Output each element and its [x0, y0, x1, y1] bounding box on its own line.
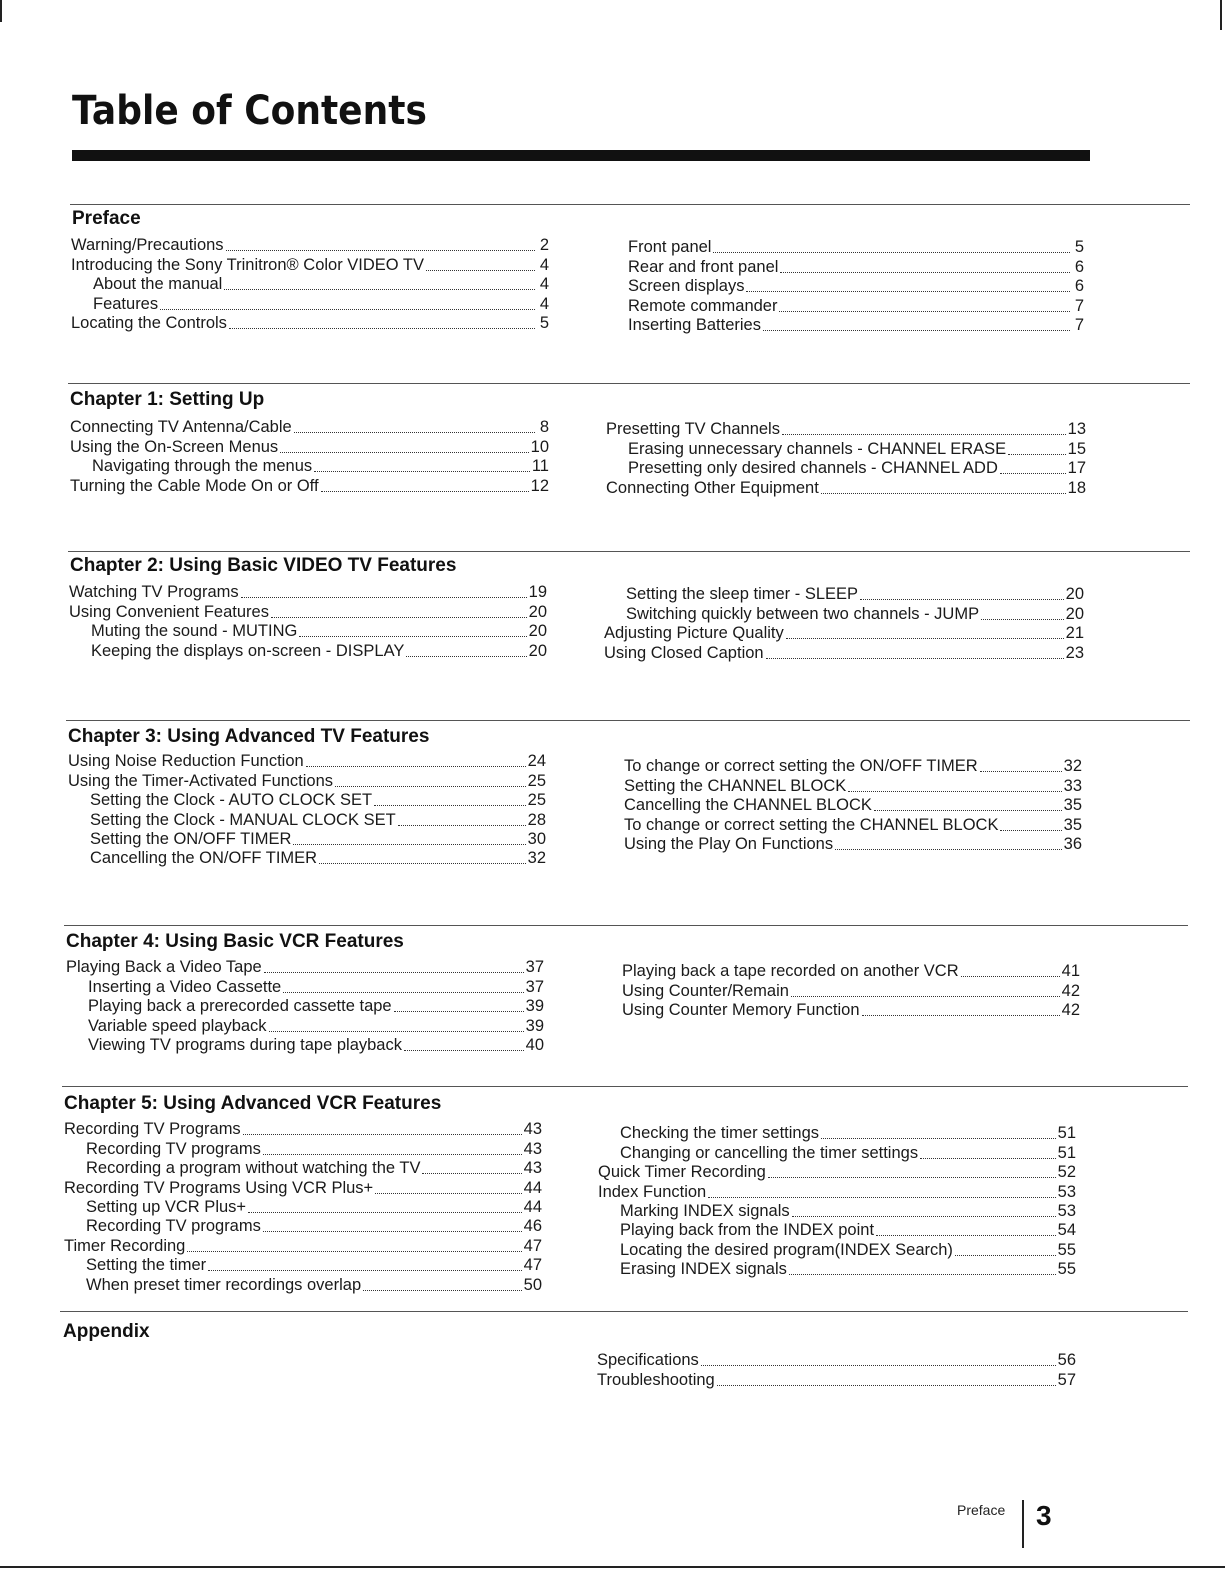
toc-entry-page: 50	[523, 1275, 542, 1294]
toc-entry	[628, 257, 1084, 276]
toc-entry	[68, 830, 546, 849]
dot-leader	[746, 291, 1070, 292]
dot-leader	[821, 493, 1066, 494]
toc-entry	[70, 437, 549, 456]
dot-leader	[271, 617, 527, 618]
toc-entry-title: Connecting TV Antenna/Cable	[70, 418, 292, 437]
toc-entry-title: Cancelling the ON/OFF TIMER	[90, 849, 318, 868]
toc-entry	[624, 796, 1082, 815]
toc-entry	[70, 476, 549, 495]
toc-entry-page: 13	[1067, 420, 1086, 439]
toc-entry-title: When preset timer recordings overlap	[86, 1275, 362, 1294]
section-heading: Chapter 3: Using Advanced TV Features	[68, 726, 430, 747]
section-heading: Chapter 1: Setting Up	[70, 389, 265, 410]
toc-entry-page: 24	[527, 752, 546, 771]
toc-entry-page: 53	[1057, 1201, 1076, 1220]
toc-entry	[622, 981, 1080, 1000]
toc-entry-page: 42	[1061, 1001, 1080, 1020]
toc-entry-page: 25	[527, 791, 546, 810]
toc-entry-title: Variable speed playback	[88, 1016, 267, 1035]
toc-entry-page: 7	[1074, 315, 1084, 334]
toc-entry	[624, 815, 1082, 834]
dot-leader	[422, 1173, 521, 1174]
toc-entry	[70, 457, 549, 476]
toc-entry-title: Using Closed Caption	[604, 643, 764, 662]
dot-leader	[160, 309, 535, 310]
toc-entry-page: 39	[525, 1016, 544, 1035]
toc-entry-title: Screen displays	[628, 277, 745, 296]
toc-entry-title: Setting the sleep timer - SLEEP	[626, 585, 859, 604]
toc-column-right	[628, 238, 1084, 335]
toc-entry-page: 19	[528, 583, 547, 602]
toc-entry	[597, 1370, 1076, 1389]
toc-entry-page: 57	[1057, 1370, 1076, 1389]
toc-entry-page: 35	[1063, 815, 1082, 834]
toc-entry-title: Turning the Cable Mode On or Off	[70, 476, 319, 495]
toc-entry-title: Troubleshooting	[597, 1370, 715, 1389]
dot-leader	[955, 1255, 1056, 1256]
dot-leader	[363, 1290, 522, 1291]
dot-leader	[426, 270, 535, 271]
section-rule	[68, 551, 1190, 552]
dot-leader	[708, 1197, 1055, 1198]
toc-entry-page: 52	[1057, 1163, 1076, 1182]
dot-leader	[248, 1212, 522, 1213]
toc-entry-page: 37	[525, 958, 544, 977]
toc-entry-page: 6	[1074, 257, 1084, 276]
toc-entry-page: 56	[1057, 1351, 1076, 1370]
toc-entry	[71, 314, 549, 333]
toc-entry	[604, 585, 1084, 604]
toc-column-right	[597, 1351, 1076, 1390]
toc-entry-title: Setting the timer	[86, 1256, 207, 1275]
dot-leader	[981, 619, 1064, 620]
toc-entry-title: Connecting Other Equipment	[606, 478, 819, 497]
dot-leader	[280, 452, 528, 453]
toc-entry	[606, 459, 1086, 478]
dot-leader	[314, 471, 530, 472]
toc-entry-page: 43	[523, 1120, 542, 1139]
dot-leader	[789, 1274, 1056, 1275]
toc-column-right	[624, 757, 1082, 854]
section-heading: Preface	[72, 208, 141, 229]
toc-entry	[71, 236, 549, 255]
toc-entry	[597, 1351, 1076, 1370]
toc-entry-page: 43	[523, 1139, 542, 1158]
toc-column-left	[68, 752, 546, 868]
toc-entry-page: 5	[1074, 238, 1084, 257]
toc-entry	[628, 238, 1084, 257]
toc-column-right	[606, 420, 1086, 498]
dot-leader	[860, 599, 1064, 600]
toc-column-left	[71, 236, 549, 333]
toc-entry-title: Keeping the displays on-screen - DISPLAY	[91, 641, 405, 660]
toc-entry	[70, 418, 549, 437]
dot-leader	[264, 972, 524, 973]
toc-entry-page: 20	[528, 641, 547, 660]
scan-edge-bottom	[0, 1566, 1225, 1568]
toc-column-left	[69, 583, 547, 661]
toc-entry-title: Setting the ON/OFF TIMER	[90, 829, 292, 848]
toc-entry	[68, 791, 546, 810]
toc-entry-title: Checking the timer settings	[620, 1124, 820, 1143]
dot-leader	[224, 289, 535, 290]
toc-entry-page: 20	[1065, 585, 1084, 604]
toc-entry-title: Erasing INDEX signals	[620, 1260, 787, 1279]
dot-leader	[398, 825, 526, 826]
toc-entry-page: 39	[525, 997, 544, 1016]
toc-entry-title: Using the Timer-Activated Functions	[68, 771, 334, 790]
toc-entry-page: 2	[539, 236, 549, 255]
dot-leader	[1000, 830, 1061, 831]
dot-leader	[321, 491, 529, 492]
toc-entry-page: 12	[530, 476, 549, 495]
toc-entry-title: Using Counter Memory Function	[622, 1001, 860, 1020]
toc-entry	[624, 776, 1082, 795]
toc-entry-title: Using Counter/Remain	[622, 981, 789, 1000]
toc-entry-page: 15	[1067, 439, 1086, 458]
toc-entry-title: Inserting a Video Cassette	[88, 977, 282, 996]
section-rule	[62, 1086, 1188, 1087]
toc-entry	[64, 1275, 542, 1294]
toc-entry-title: Switching quickly between two channels - JUMP	[626, 604, 980, 623]
toc-entry-page: 43	[523, 1159, 542, 1178]
toc-entry	[64, 1217, 542, 1236]
dot-leader	[821, 1138, 1056, 1139]
dot-leader	[263, 1154, 522, 1155]
toc-entry	[64, 1256, 542, 1275]
toc-entry	[71, 275, 549, 294]
toc-entry-page: 8	[539, 418, 549, 437]
dot-leader	[782, 434, 1066, 435]
section-rule	[66, 720, 1190, 721]
title-rule	[72, 150, 1090, 161]
toc-entry	[68, 752, 546, 771]
dot-leader	[226, 250, 535, 251]
toc-entry	[64, 1159, 542, 1178]
toc-entry-title: To change or correct setting the ON/OFF TIMER	[624, 757, 978, 776]
dot-leader	[779, 311, 1070, 312]
scan-edge-left	[0, 0, 2, 22]
toc-entry	[598, 1240, 1076, 1259]
dot-leader	[791, 996, 1060, 997]
toc-entry-page: 53	[1057, 1182, 1076, 1201]
toc-entry-page: 20	[528, 602, 547, 621]
toc-entry-page: 44	[523, 1197, 542, 1216]
toc-entry-title: Playing Back a Video Tape	[66, 958, 262, 977]
toc-entry-page: 47	[523, 1236, 542, 1255]
dot-leader	[874, 810, 1062, 811]
toc-column-left	[70, 418, 549, 496]
dot-leader	[768, 1177, 1056, 1178]
toc-column-left	[66, 958, 544, 1055]
toc-entry-title: Changing or cancelling the timer settings	[620, 1143, 919, 1162]
dot-leader	[961, 976, 1060, 977]
toc-entry	[66, 997, 544, 1016]
toc-entry-title: To change or correct setting the CHANNEL BLOCK	[624, 815, 999, 834]
toc-entry-page: 42	[1061, 981, 1080, 1000]
dot-leader	[187, 1251, 521, 1252]
toc-entry	[624, 835, 1082, 854]
section-heading: Appendix	[63, 1321, 150, 1342]
toc-entry-title: Rear and front panel	[628, 257, 779, 276]
toc-entry	[69, 622, 547, 641]
toc-entry-title: Adjusting Picture Quality	[604, 624, 784, 643]
toc-entry-page: 5	[539, 313, 549, 332]
toc-entry-page: 18	[1067, 478, 1086, 497]
toc-entry	[598, 1202, 1076, 1221]
toc-entry-page: 36	[1063, 834, 1082, 853]
toc-entry	[64, 1236, 542, 1255]
toc-entry	[64, 1139, 542, 1158]
toc-entry	[604, 643, 1084, 662]
toc-entry-title: Viewing TV programs during tape playback	[88, 1035, 402, 1054]
toc-entry-page: 20	[528, 622, 547, 641]
toc-entry	[71, 255, 549, 274]
section-heading: Chapter 5: Using Advanced VCR Features	[64, 1093, 442, 1114]
toc-entry-page: 46	[523, 1217, 542, 1236]
section-heading: Chapter 2: Using Basic VIDEO TV Features	[70, 555, 457, 576]
toc-entry-page: 4	[539, 255, 549, 274]
toc-entry-title: Timer Recording	[64, 1236, 186, 1255]
toc-entry-title: Watching TV Programs	[69, 583, 239, 602]
toc-entry-title: Muting the sound - MUTING	[91, 622, 298, 641]
toc-entry-title: Presetting TV Channels	[606, 420, 780, 439]
toc-entry	[68, 771, 546, 790]
toc-entry-page: 25	[527, 771, 546, 790]
dot-leader	[283, 992, 523, 993]
toc-entry-title: Using Convenient Features	[69, 602, 269, 621]
toc-entry-page: 41	[1061, 962, 1080, 981]
toc-entry-page: 17	[1067, 459, 1086, 478]
toc-entry-page: 23	[1065, 643, 1084, 662]
dot-leader	[306, 766, 526, 767]
toc-entry-page: 11	[531, 457, 549, 476]
toc-entry-page: 55	[1057, 1240, 1076, 1259]
toc-entry	[69, 641, 547, 660]
toc-entry	[598, 1182, 1076, 1201]
toc-entry-title: Inserting Batteries	[628, 315, 761, 334]
toc-entry-page: 33	[1063, 776, 1082, 795]
toc-entry-title: Presetting only desired channels - CHANNEL ADD	[628, 459, 998, 478]
toc-entry-page: 37	[525, 977, 544, 996]
toc-entry	[604, 624, 1084, 643]
toc-entry-page: 7	[1074, 296, 1084, 315]
toc-entry	[628, 316, 1084, 335]
dot-leader	[375, 1193, 521, 1194]
dot-leader	[766, 658, 1064, 659]
toc-column-left	[64, 1120, 542, 1295]
dot-leader	[701, 1365, 1056, 1366]
toc-entry	[598, 1124, 1076, 1143]
toc-entry-page: 28	[527, 810, 546, 829]
toc-entry-page: 10	[530, 437, 549, 456]
dot-leader	[229, 328, 535, 329]
toc-entry	[598, 1163, 1076, 1182]
toc-entry	[606, 420, 1086, 439]
toc-entry-title: Marking INDEX signals	[620, 1201, 790, 1220]
dot-leader	[980, 771, 1062, 772]
toc-entry-title: Navigating through the menus	[92, 457, 313, 476]
toc-entry	[69, 602, 547, 621]
toc-entry	[64, 1178, 542, 1197]
toc-entry-title: Using the On-Screen Menus	[70, 437, 279, 456]
toc-entry-page: 51	[1057, 1143, 1076, 1162]
dot-leader	[406, 656, 526, 657]
toc-entry-page: 55	[1057, 1260, 1076, 1279]
toc-entry-title: Introducing the Sony Trinitron® Color VIDEO TV	[71, 255, 425, 274]
toc-entry-page: 54	[1057, 1221, 1076, 1240]
dot-leader	[243, 1134, 522, 1135]
toc-entry-title: Cancelling the CHANNEL BLOCK	[624, 796, 872, 815]
dot-leader	[1000, 473, 1066, 474]
toc-entry-title: Recording TV programs	[86, 1217, 261, 1236]
dot-leader	[862, 1015, 1060, 1016]
toc-entry-title: Warning/Precautions	[71, 236, 224, 255]
toc-entry-page: 32	[1063, 757, 1082, 776]
toc-entry-title: Recording TV Programs Using VCR Plus+	[64, 1178, 374, 1197]
toc-entry	[628, 296, 1084, 315]
dot-leader	[848, 791, 1061, 792]
dot-leader	[394, 1011, 524, 1012]
section-heading: Chapter 4: Using Basic VCR Features	[66, 931, 404, 952]
section-rule	[64, 925, 1188, 926]
section-rule	[60, 1311, 1188, 1312]
toc-entry	[598, 1221, 1076, 1240]
toc-entry-page: 40	[525, 1035, 544, 1054]
toc-entry	[624, 757, 1082, 776]
dot-leader	[269, 1031, 524, 1032]
toc-entry-title: Setting up VCR Plus+	[86, 1197, 247, 1216]
toc-entry-title: Playing back from the INDEX point	[620, 1221, 875, 1240]
toc-entry-page: 47	[523, 1256, 542, 1275]
toc-entry	[64, 1198, 542, 1217]
dot-leader	[717, 1385, 1056, 1386]
toc-entry-page: 4	[539, 275, 549, 294]
toc-entry-title: Recording TV Programs	[64, 1120, 241, 1139]
page-title: Table of Contents	[72, 88, 427, 134]
toc-entry-page: 32	[527, 849, 546, 868]
toc-entry	[66, 958, 544, 977]
toc-entry-title: Quick Timer Recording	[598, 1163, 766, 1182]
toc-entry-title: Remote commander	[628, 296, 778, 315]
toc-entry	[604, 604, 1084, 623]
dot-leader	[335, 786, 526, 787]
toc-entry	[66, 1016, 544, 1035]
dot-leader	[713, 252, 1070, 253]
toc-entry-page: 51	[1057, 1124, 1076, 1143]
toc-entry-title: Recording TV programs	[86, 1139, 261, 1158]
toc-entry-title: Locating the Controls	[71, 313, 227, 332]
footer-section-label: Preface	[957, 1502, 1006, 1518]
toc-entry-title: About the manual	[93, 275, 223, 294]
dot-leader	[763, 330, 1070, 331]
toc-entry-title: Index Function	[598, 1182, 707, 1201]
footer-page-number: 3	[1036, 1500, 1052, 1531]
section-rule	[68, 383, 1190, 384]
toc-entry-page: 21	[1065, 624, 1084, 643]
toc-entry-title: Front panel	[628, 238, 712, 257]
dot-leader	[263, 1231, 522, 1232]
toc-entry-page: 30	[527, 829, 546, 848]
toc-entry-page: 35	[1063, 796, 1082, 815]
dot-leader	[1008, 454, 1066, 455]
scan-edge-right	[1220, 0, 1222, 30]
dot-leader	[299, 636, 526, 637]
toc-entry	[68, 849, 546, 868]
toc-entry-page: 20	[1065, 604, 1084, 623]
dot-leader	[792, 1216, 1056, 1217]
toc-entry-title: Using the Play On Functions	[624, 834, 834, 853]
toc-entry	[598, 1260, 1076, 1279]
toc-entry	[66, 1036, 544, 1055]
dot-leader	[241, 597, 527, 598]
toc-entry-title: Setting the Clock - AUTO CLOCK SET	[90, 791, 373, 810]
toc-entry-title: Features	[93, 294, 159, 313]
toc-entry	[66, 977, 544, 996]
dot-leader	[294, 432, 535, 433]
dot-leader	[920, 1158, 1056, 1159]
toc-entry-title: Recording a program without watching the TV	[86, 1159, 421, 1178]
toc-entry	[622, 962, 1080, 981]
toc-entry	[606, 439, 1086, 458]
dot-leader	[786, 638, 1064, 639]
toc-entry	[606, 478, 1086, 497]
toc-column-right	[604, 585, 1084, 663]
toc-entry-title: Erasing unnecessary channels - CHANNEL ERASE	[628, 439, 1007, 458]
toc-entry	[69, 583, 547, 602]
dot-leader	[835, 849, 1062, 850]
toc-entry-title: Using Noise Reduction Function	[68, 752, 304, 771]
toc-entry-title: Specifications	[597, 1351, 699, 1370]
toc-entry	[68, 810, 546, 829]
toc-entry-title: Playing back a prerecorded cassette tape	[88, 997, 392, 1016]
toc-entry	[622, 1001, 1080, 1020]
toc-entry-page: 4	[539, 294, 549, 313]
toc-entry-title: Playing back a tape recorded on another VCR	[622, 962, 959, 981]
dot-leader	[319, 863, 526, 864]
toc-column-right	[598, 1124, 1076, 1279]
toc-entry-title: Locating the desired program(INDEX Search)	[620, 1240, 953, 1259]
toc-column-right	[622, 962, 1080, 1020]
footer-divider	[1022, 1500, 1024, 1548]
dot-leader	[780, 272, 1070, 273]
toc-entry	[71, 294, 549, 313]
dot-leader	[404, 1050, 524, 1051]
toc-entry	[598, 1143, 1076, 1162]
toc-entry-title: Setting the CHANNEL BLOCK	[624, 776, 847, 795]
dot-leader	[876, 1235, 1056, 1236]
toc-entry	[64, 1120, 542, 1139]
section-rule	[70, 204, 1190, 205]
dot-leader	[208, 1270, 522, 1271]
toc-entry-page: 6	[1074, 277, 1084, 296]
toc-entry	[628, 277, 1084, 296]
dot-leader	[293, 844, 525, 845]
dot-leader	[374, 805, 526, 806]
toc-entry-page: 44	[523, 1178, 542, 1197]
toc-entry-title: Setting the Clock - MANUAL CLOCK SET	[90, 810, 396, 829]
